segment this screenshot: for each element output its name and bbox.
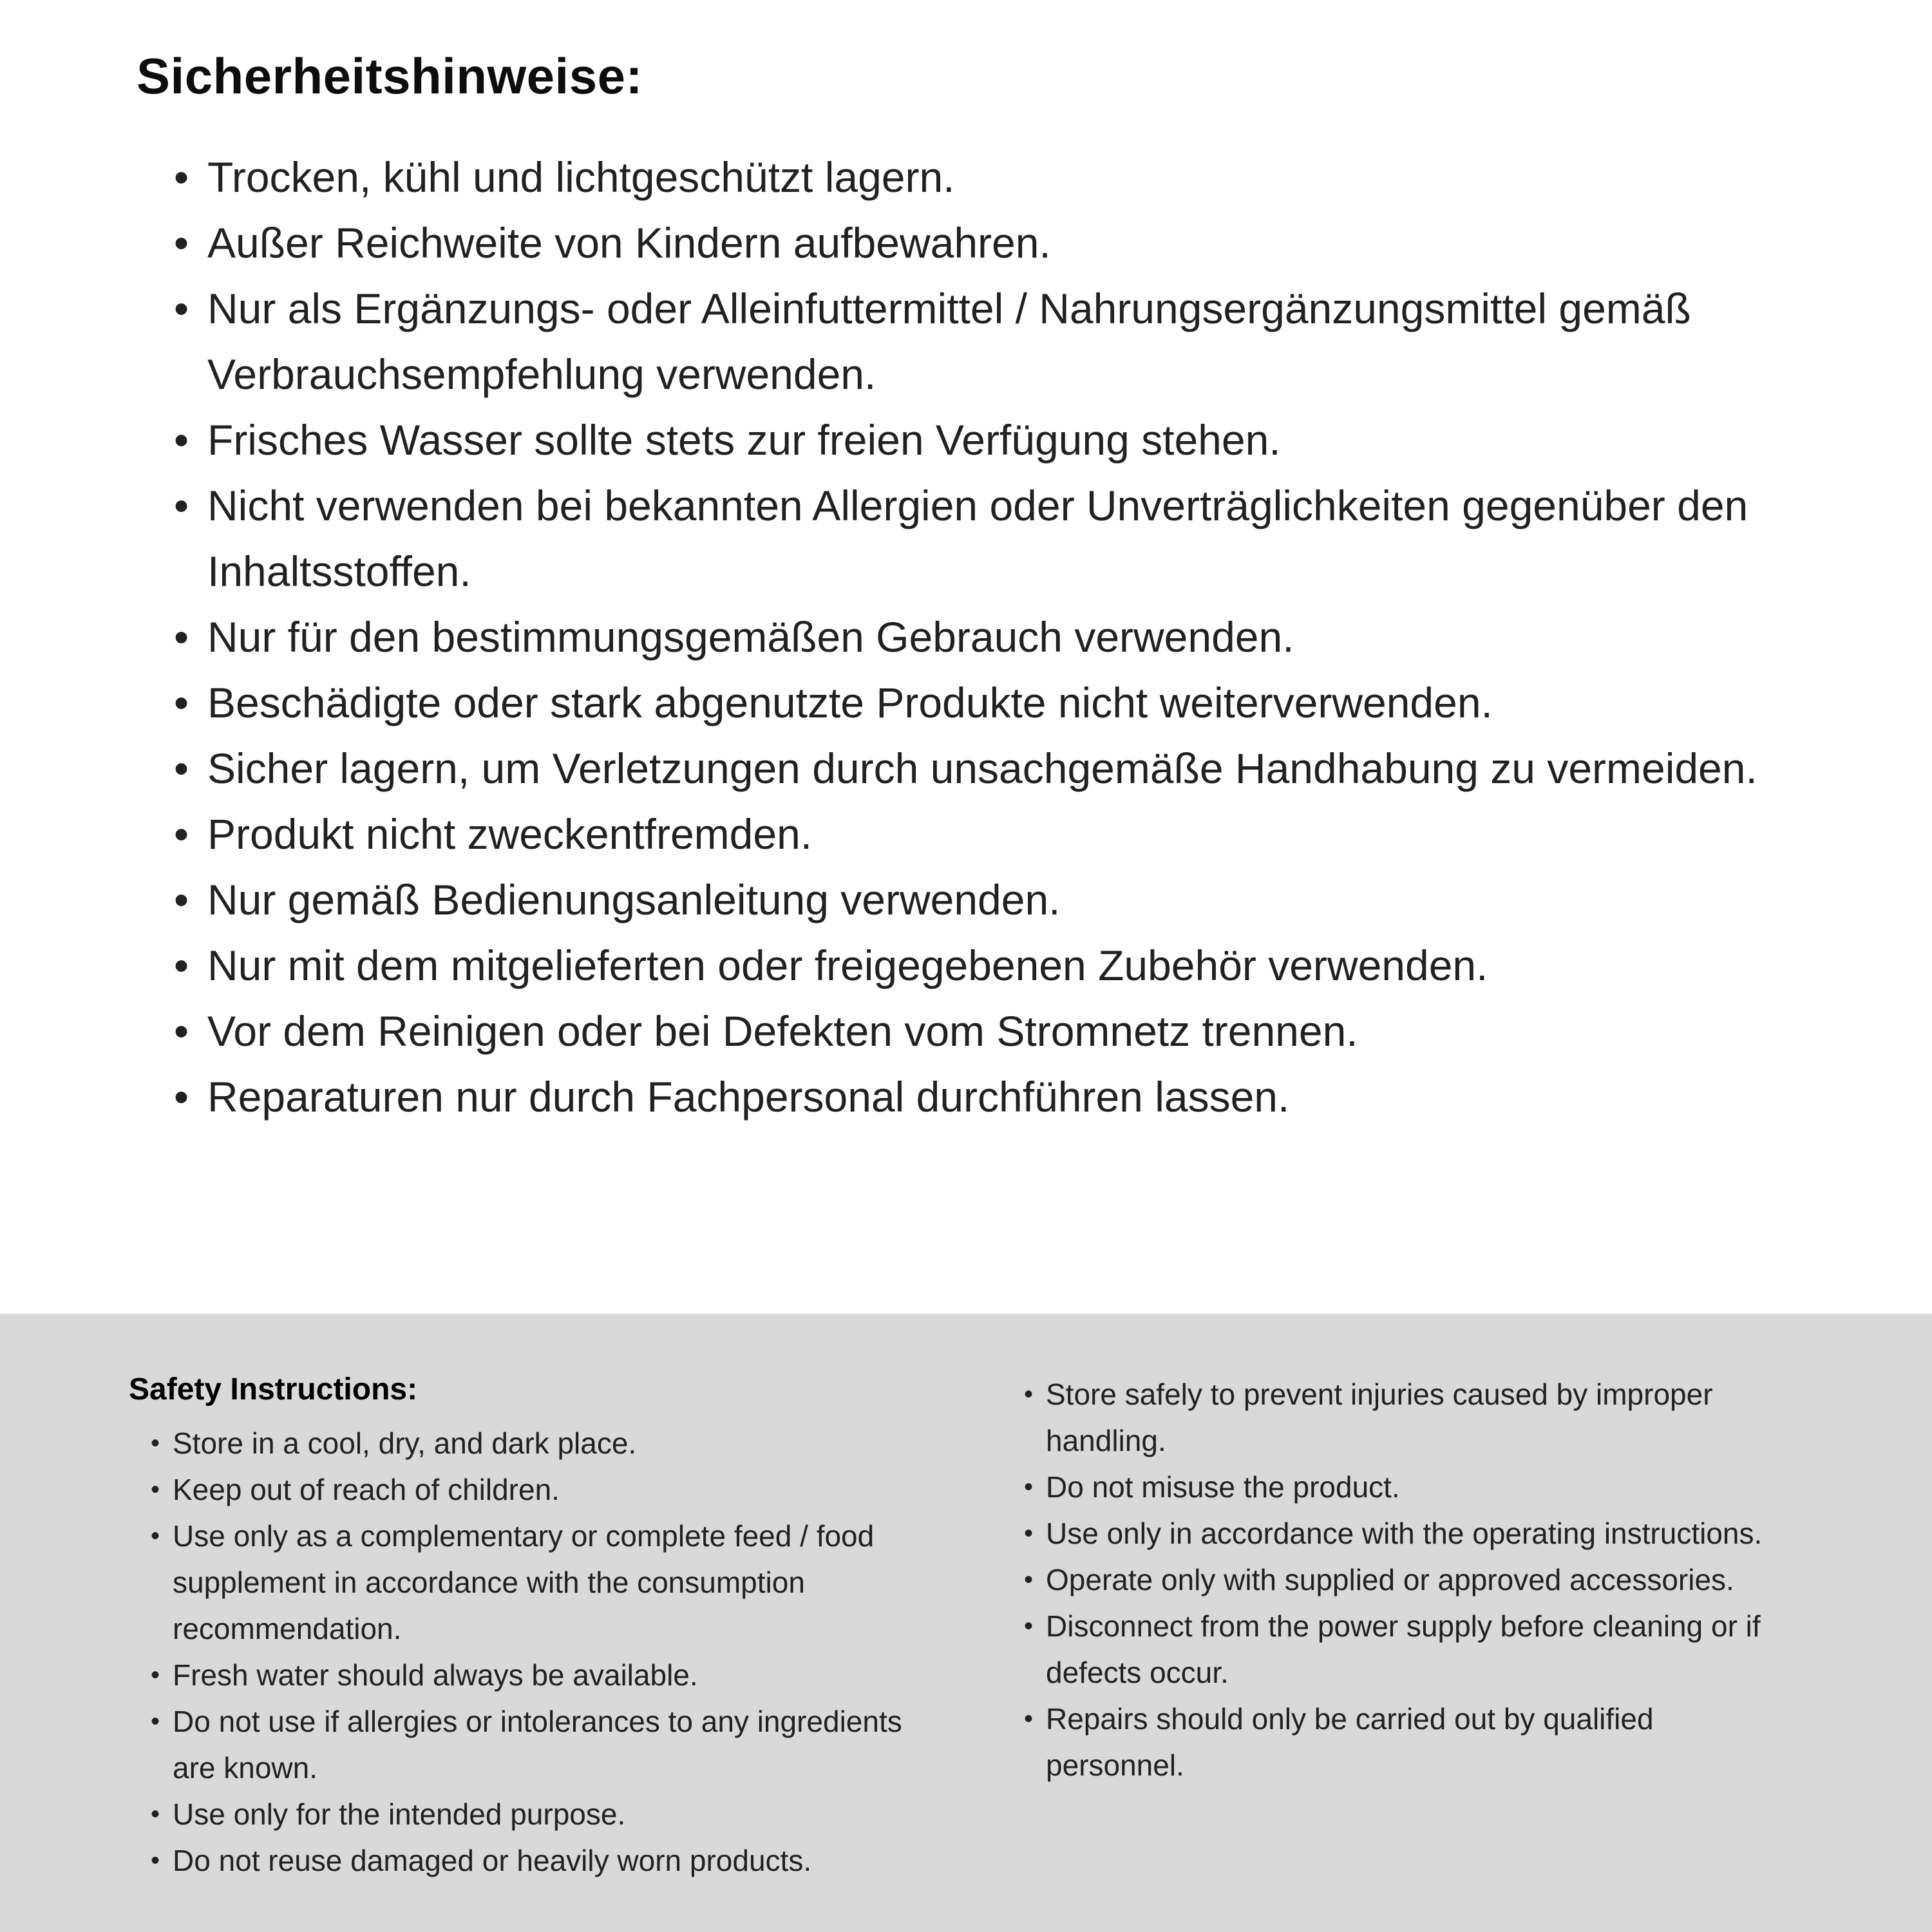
english-safety-list-left [129, 1420, 921, 1884]
list-item: • Do not use if allergies or intolerances to any ingredients are known. [151, 1698, 921, 1791]
english-section-heading: Safety Instructions: [129, 1372, 418, 1406]
list-item: • Frisches Wasser sollte stets zur freien Verfügung stehen. [174, 407, 1785, 473]
german-safety-list [137, 144, 1816, 1130]
list-item: • Do not misuse the product. [1024, 1464, 1797, 1510]
list-item: • Operate only with supplied or approved accessories. [1024, 1557, 1797, 1603]
list-item: • Use only for the intended purpose. [151, 1791, 921, 1837]
list-item: • Keep out of reach of children. [151, 1466, 921, 1513]
list-item: • Produkt nicht zweckentfremden. [174, 801, 1785, 867]
list-item: • Use only in accordance with the operating instructions. [1024, 1510, 1797, 1557]
list-item: • Nur als Ergänzungs- oder Alleinfuttermittel / Nahrungsergänzungsmittel gemäß Verbrauchsempfehlung verwenden. [174, 276, 1785, 407]
list-item: • Repairs should only be carried out by qualified personnel. [1024, 1696, 1797, 1788]
list-item: • Beschädigte oder stark abgenutzte Produkte nicht weiterverwenden. [174, 670, 1785, 735]
german-section-heading: Sicherheitshinweise: [137, 48, 643, 104]
list-item: • Vor dem Reinigen oder bei Defekten vom Stromnetz trennen. [174, 998, 1785, 1064]
english-safety-section [0, 1314, 1932, 1932]
list-item: • Nicht verwenden bei bekannten Allergien oder Unverträglichkeiten gegenüber den Inhaltsstoffen. [174, 473, 1785, 604]
list-item: • Store safely to prevent injuries caused by improper handling. [1024, 1371, 1797, 1464]
list-item: • Trocken, kühl und lichtgeschützt lagern. [174, 144, 1785, 210]
list-item: • Do not reuse damaged or heavily worn products. [151, 1837, 921, 1884]
list-item: • Fresh water should always be available. [151, 1652, 921, 1698]
english-right-column [1024, 1368, 1797, 1788]
list-item: • Nur gemäß Bedienungsanleitung verwenden. [174, 867, 1785, 933]
list-item: • Use only as a complementary or complete feed / food supplement in accordance with the consumption recommendation. [151, 1513, 921, 1652]
english-safety-list-right [1024, 1371, 1797, 1788]
list-item: • Nur mit dem mitgelieferten oder freigegebenen Zubehör verwenden. [174, 933, 1785, 998]
list-item: • Disconnect from the power supply before cleaning or if defects occur. [1024, 1603, 1797, 1696]
list-item: • Store in a cool, dry, and dark place. [151, 1420, 921, 1466]
english-left-column [129, 1368, 921, 1884]
list-item: • Nur für den bestimmungsgemäßen Gebrauch verwenden. [174, 604, 1785, 670]
list-item: • Außer Reichweite von Kindern aufbewahren. [174, 210, 1785, 276]
list-item: • Sicher lagern, um Verletzungen durch unsachgemäße Handhabung zu vermeiden. [174, 735, 1785, 801]
list-item: • Reparaturen nur durch Fachpersonal durchführen lassen. [174, 1064, 1785, 1130]
